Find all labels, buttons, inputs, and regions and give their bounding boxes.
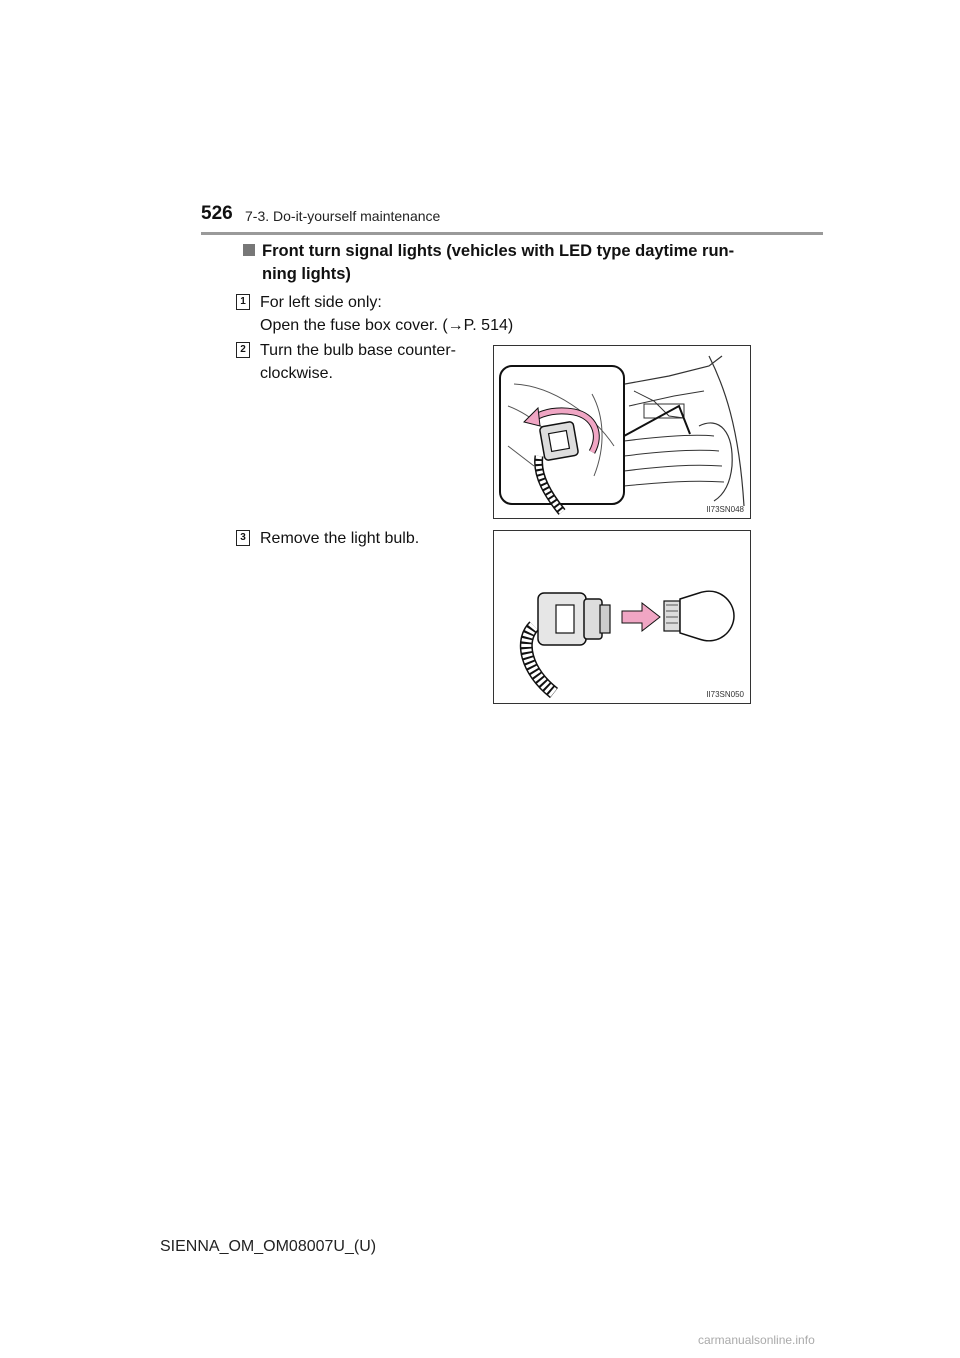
socket-icon — [538, 593, 610, 645]
watermark: carmanualsonline.info — [698, 1333, 815, 1347]
step-3-line-1: Remove the light bulb. — [260, 530, 420, 547]
light-bulb-icon — [664, 591, 734, 641]
subsection-heading — [243, 240, 763, 286]
document-footer: SIENNA_OM_OM08007U_(U) — [160, 1238, 377, 1255]
section-title: 7-3. Do-it-yourself maintenance — [245, 208, 441, 224]
step-2-line-2: clockwise. — [260, 365, 333, 382]
step-number-1: 1 — [236, 294, 250, 310]
header-rule — [201, 232, 823, 235]
figure-remove-bulb — [493, 530, 751, 704]
figure-code: II73SN050 — [706, 690, 744, 699]
heading-line-2: ning lights) — [262, 265, 351, 283]
step-1-text — [260, 291, 513, 337]
step-number-2: 2 — [236, 342, 250, 358]
step-3-text — [260, 527, 419, 550]
remove-direction-arrow-icon — [622, 603, 660, 631]
figure-bulb-base-rotation — [493, 345, 751, 519]
step-number-3: 3 — [236, 530, 250, 546]
heading-line-1: Front turn signal lights (vehicles with LED type daytime run- — [262, 242, 735, 260]
step-1-line-1: For left side only: — [260, 294, 382, 311]
step-2-text — [260, 339, 456, 385]
step-1-line-2: Open the fuse box cover. (→P. 514) — [260, 317, 514, 334]
headlight-illustration — [494, 346, 750, 518]
bullet-square-icon — [243, 244, 255, 256]
page-number: 526 — [201, 203, 233, 224]
figure-code: II73SN048 — [706, 505, 744, 514]
bulb-removal-illustration — [494, 531, 750, 703]
step-2-line-1: Turn the bulb base counter- — [260, 342, 456, 359]
